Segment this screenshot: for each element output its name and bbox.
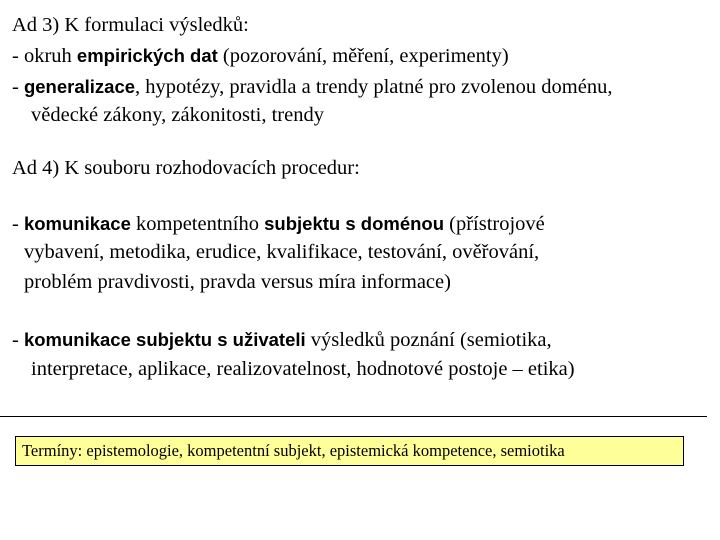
item-prefix: -: [12, 213, 24, 235]
bold-term: subjektu s doménou: [264, 213, 445, 234]
section-4-item-subject-domain-continuation-1: vybavení, metodika, erudice, kvalifikace, testování, ověřování,: [24, 241, 540, 263]
item-text: (přístrojové: [444, 213, 545, 235]
item-text: kompetentního: [130, 213, 265, 235]
item-text: (pozorování, měření, experimenty): [217, 45, 509, 67]
section-3-heading: Ad 3) K formulaci výsledků:: [12, 14, 249, 36]
terms-box: [15, 436, 684, 466]
section-4-item-subject-users-continuation: interpretace, aplikace, realizovatelnost, hodnotové postoje – etika): [31, 358, 575, 380]
section-4-item-subject-domain-continuation-2: problém pravdivosti, pravda versus míra informace): [24, 271, 451, 293]
item-prefix: - okruh: [12, 45, 77, 67]
bold-term: komunikace subjektu s uživateli: [23, 329, 306, 350]
section-3-item-generalization-continuation: vědecké zákony, zákonitosti, trendy: [31, 104, 324, 126]
item-prefix: -: [12, 76, 24, 98]
section-3-item-empirical-data: [12, 44, 509, 68]
bold-term: generalizace: [23, 76, 136, 97]
section-3-item-generalization: [12, 75, 612, 99]
section-4-heading: Ad 4) K souboru rozhodovacích procedur:: [12, 157, 360, 179]
terms-text: Termíny: epistemologie, kompetentní subjekt, epistemická kompetence, semiotika: [22, 441, 565, 460]
horizontal-divider: [0, 416, 707, 417]
section-4-item-subject-domain: [12, 212, 545, 236]
item-prefix: -: [12, 329, 24, 351]
bold-term: komunikace: [23, 213, 131, 234]
item-text: , hypotézy, pravidla a trendy platné pro zvolenou doménu,: [135, 76, 613, 98]
item-text: výsledků poznání (semiotika,: [305, 329, 552, 351]
section-4-item-subject-users: [12, 328, 552, 352]
bold-term: empirických dat: [76, 45, 218, 66]
